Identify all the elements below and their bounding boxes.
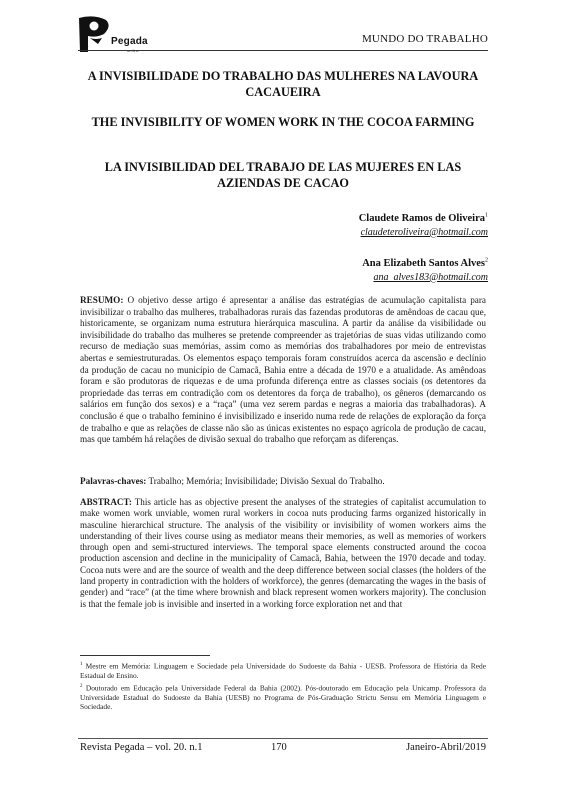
abstract-paragraph: [80, 497, 486, 610]
title-spanish: LA INVISIBILIDAD DEL TRABAJO DE LAS MUJERES EN LAS AZIENDAS DE CACAO: [104, 160, 462, 190]
title-portuguese: A INVISIBILIDADE DO TRABALHO DAS MULHERES NA LAVOURA CACAUEIRA: [87, 69, 479, 99]
section-heading: MUNDO DO TRABALHO: [361, 33, 488, 45]
author-email[interactable]: claudeteroliveira@hotmail.com: [360, 226, 488, 238]
author-block: [359, 208, 488, 240]
title-english: THE INVISIBILITY OF WOMEN WORK IN THE COCOA FARMING: [91, 115, 475, 129]
keywords-paragraph: [80, 476, 486, 488]
logo-tagline: on line: [127, 48, 139, 53]
abstract-text: This article has as objective present the analyses of the strategies of capitalist accumulation to make women work unviable, women rural workers in cocoa nuts producing farms organized historically in masculine hierarchical structure. The analysis of the visibility or invisibility of women workers aims the understanding of their lives course using as mediator means their memories, as well as memories of workers through open and semi-structured interviews. The temporal space elements constructed around the cocoa production ascension and decline in the municipality of Camacã, Bahia, between the 1970 decade and today. Cocoa nuts were and are the source of wealth and the deep difference between social classes (the holders of the land property in contradiction with the holders of workforce), the genres (demarcating the wages in the basis of gender) and “race” (at the time where brownish and black represent women workers majority). The conclusion is that the female job is invisible and inserted in a working force exploration net and that: [80, 497, 487, 609]
footer-date: Janeiro-Abril/2019: [406, 742, 486, 753]
page-number: 170: [271, 742, 287, 753]
footnote: [80, 682, 486, 712]
abstract-label: ABSTRACT:: [80, 497, 132, 507]
footnote-marker: 2: [485, 257, 488, 263]
keywords-text: Trabalho; Memória; Invisibilidade; Divisão Sexual do Trabalho.: [148, 476, 385, 486]
footnote-marker: 1: [485, 212, 488, 218]
resumo-paragraph: [80, 295, 486, 446]
keywords-label: Palavras-chaves:: [80, 476, 147, 486]
footnote-divider: [80, 655, 210, 656]
footnote-text: Doutorado em Educação pela Universidade Federal da Bahia (2002). Pós-doutorado em Educação pela Unicamp. Professora da Universidade Estadual do Sudoeste da Bahia (UESB) no Programa de Pós-Graduação Strictu Sensu em Memória Linguagem e Sociedade.: [80, 683, 486, 712]
author-name: Ana Elizabeth Santos Alves$^2$: [362, 257, 488, 269]
pegada-logo-icon: [76, 14, 112, 54]
footnote-number: 1: [80, 662, 83, 667]
resumo-label: RESUMO:: [80, 295, 124, 305]
footnote-text: Mestre em Memória: Linguagem e Sociedade pela Universidade do Sudoeste da Bahia - UESB. Professora de História da Rede Estadual de Ensino.: [80, 661, 486, 680]
footnote-number: 2: [80, 684, 83, 689]
footer-journal: Revista Pegada – vol. 20. n.1: [80, 742, 203, 753]
footer-divider: [78, 738, 488, 739]
header-divider: [78, 50, 488, 51]
author-block: [362, 253, 488, 285]
logo-name: Pegada: [111, 36, 148, 47]
resumo-text: O objetivo desse artigo é apresentar a análise das estratégias de acumulação capitalista para invisibilizar o trabalho das mulheres, trabalhadoras rurais das fazendas produtoras de amêndoas de cacau que, historicamente, se organizam numa estrutura hierárquica masculina. A partir da análise da visibilidade ou invisibilidade do trabalho das mulheres se pretende compreender as trajetórias de suas vidas utilizando como recurso de mediação suas memórias, assim como as memórias dos trabalhadores por meio de entrevistas abertas e semiestruturadas. Os elementos espaço temporais foram construídos acerca da ascensão e declínio da produção de cacau no município de Camacã, Bahia entre a década de 1970 e a atualidade. As amêndoas foram e são produtoras de riquezas e de uma profunda diferença entre as classes sociais (os detentores da propriedade das terras em contradição com os detentores da força de trabalho), os gêneros (demarcando os salários em função dos sexos) e a “raça” (uma vez serem pardas e negras a maioria das trabalhadoras). A conclusão é que o trabalho feminino é invisibilizado e inserido numa rede de relações de exploração da força de trabalho e que as relações de classe não são as únicas existentes no espaço agrícola de produção de cacau, mas que também há relações de divisão sexual do trabalho que reforçam as diferenças.: [80, 295, 487, 445]
footnote: [80, 660, 486, 680]
author-email[interactable]: ana_alves183@hotmail.com: [373, 271, 488, 283]
journal-logo: [76, 14, 156, 54]
author-name: Claudete Ramos de Oliveira$^1$: [358, 212, 488, 224]
